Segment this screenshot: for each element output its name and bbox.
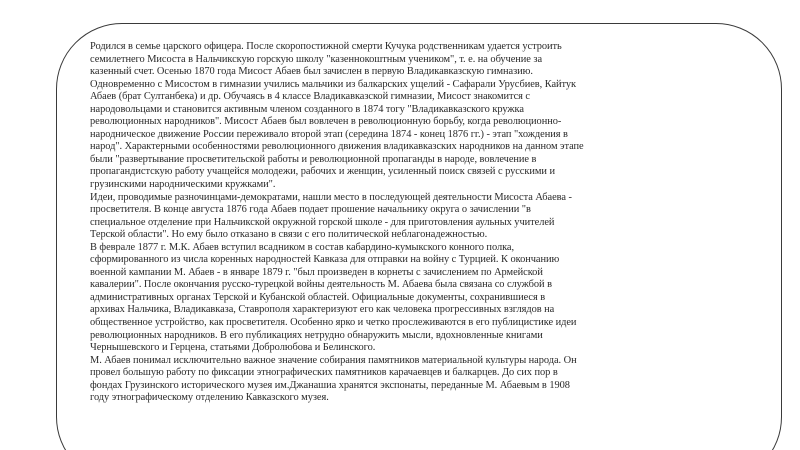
text-line: народовольцами и становится активным членом созданного в 1874 тогу "Владикавказского кружка	[90, 103, 524, 115]
text-line: революционных народников. В его публикациях нетрудно обнаружить мысли, вдохновленные книгами	[90, 329, 543, 341]
text-line: революционных народников". Мисост Абаев был вовлечен в революционную борьбу, когда революционно-	[90, 116, 562, 128]
text-line: Родился в семье царского офицера. После скоропостижной смерти Кучука родственникам удается устроить	[90, 41, 562, 52]
text-line: архивах Нальчика, Владикавказа, Ставрополя характеризуют его как человека прогрессивных взглядов на	[90, 304, 555, 316]
text-line: Терской области". Но ему было отказано в связи с его политической неблагонадежностью.	[90, 229, 488, 241]
text-line: пропагандистскую работу учащейся молодежи, рабочих и женщин, усиленный поиск связей с русскими и	[90, 166, 555, 178]
text-line: Идеи, проводимые разночинцами-демократами, нашли место в последующей деятельности Мисоста Абаева -	[90, 191, 572, 203]
text-line: кавалерии". После окончания русско-турецкой войны деятельность М. Абаева была связана со службой в	[90, 279, 552, 291]
text-line: фондах Грузинского исторического музея им.Джанашиа хранятся экспонаты, переданные М. Абаевым в 1908	[90, 379, 570, 391]
text-line: В феврале 1877 г. М.К. Абаев вступил всадником в состав кабардино-кумыкского конного полка,	[90, 241, 515, 253]
text-line: Одновременно с Мисостом в гимназии учились мальчики из балкарских ущелий - Сафарали Урусбиев, Кайтук	[90, 78, 577, 90]
biography-text-block	[90, 41, 775, 405]
text-line: народ". Характерными особенностями революционного движения владикавказских народников на данном этапе	[90, 141, 584, 153]
text-line: грузинскими народническими кружками".	[90, 179, 276, 191]
text-line: были "развертывание просветительской работы и революционной пропаганды в народе, вовлечение в	[90, 153, 537, 165]
text-line: военной кампании М. Абаев - в январе 1879 г. "был произведен в корнеты с зачислением по Армейской	[90, 266, 543, 278]
text-line: специальное отделение при Нальчикской окружной горской школе - для приготовления аульных учителей	[90, 216, 555, 228]
text-line: М. Абаев понимал исключительно важное значение собирания памятников материальной культуры народа. Он	[90, 354, 577, 366]
text-line: казенный счет. Осенью 1870 года Мисост Абаев был зачислен в первую Владикавказскую гимназию.	[90, 66, 533, 78]
text-line: Чернышевского и Герцена, статьями Добролюбова и Белинского.	[90, 342, 376, 354]
text-line: семилетнего Мисоста в Нальчикскую горскую школу "казеннокоштным учеником", т. е. на обучение за	[90, 53, 543, 65]
text-line: народническое движение России переживало второй этап (середина 1874 - конец 1876 гг.) - этап "хождения в	[90, 128, 568, 140]
text-line: провел большую работу по фиксации этнографических памятников карачаевцев и балкарцев. До сих пор в	[90, 367, 558, 379]
text-line: Абаев (брат Султанбека) и др. Обучаясь в 4 классе Владикавказской гимназии, Мисост знакомится с	[90, 91, 530, 103]
text-line: административных органах Терской и Кубанской областей. Официальные документы, сохранившиеся в	[90, 291, 546, 303]
text-line: просветителя. В конце августа 1876 года Абаев подает прошение начальнику округа о зачислении "в	[90, 204, 531, 216]
text-line: общественное устройство, как просветителя. Особенно ярко и четко прослеживаются в его публицистике идеи	[90, 317, 577, 329]
text-line: сформированного из числа коренных народностей Кавказа для отправки на войну с Турцией. К окончанию	[90, 254, 560, 266]
text-line: году этнографическому отделению Кавказского музея.	[90, 392, 329, 404]
